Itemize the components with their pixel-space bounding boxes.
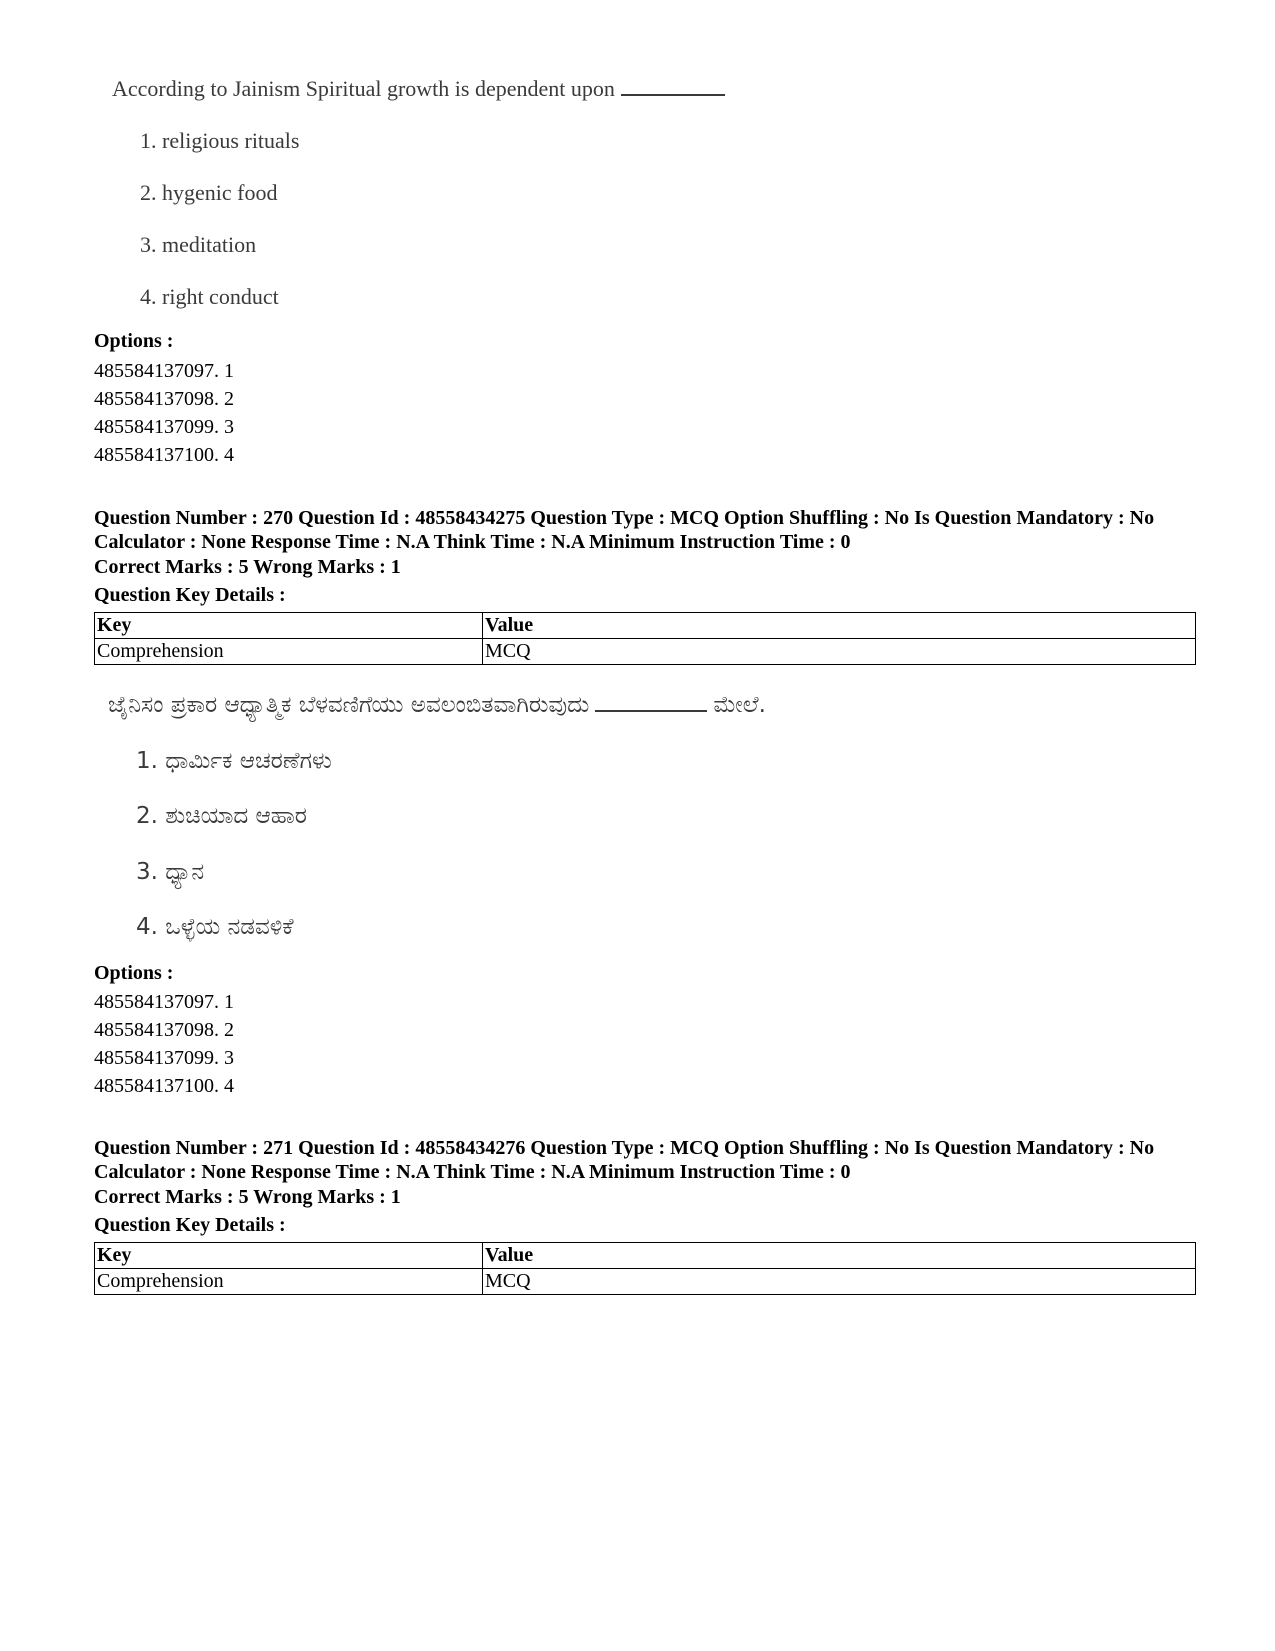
- question-prompt-kannada: [108, 692, 766, 718]
- option-row: 485584137100. 4: [94, 444, 234, 466]
- table-header-row: [95, 613, 1196, 639]
- question-prompt-text: ಜೈನಿಸಂ ಪ್ರಕಾರ ಆಧ್ಯಾತ್ಮಿಕ ಬೆಳವಣಿಗೆಯು ಅವಲಂಬಿತವಾಗಿರುವುದು: [108, 692, 590, 718]
- table-header-key: Key: [95, 613, 483, 639]
- option-row: 485584137099. 3: [94, 1047, 234, 1069]
- choice-1: 1. religious rituals: [140, 128, 300, 153]
- table-header-value: Value: [483, 1243, 1196, 1269]
- choice-3: 3. ಧ್ಯಾನ: [136, 859, 205, 885]
- choice-4: 4. right conduct: [140, 284, 279, 309]
- answer-blank: [621, 76, 725, 96]
- question-prompt-text: According to Jainism Spiritual growth is dependent upon: [112, 76, 615, 101]
- key-details-label: Question Key Details :: [94, 1214, 286, 1236]
- question-prompt-suffix: ಮೇಲೆ.: [713, 692, 766, 718]
- table-cell-key: Comprehension: [95, 1269, 483, 1295]
- key-details-table: [94, 612, 1196, 665]
- choice-1: 1. ಧಾರ್ಮಿಕ ಆಚರಣೆಗಳು: [136, 748, 332, 774]
- marks-line: Correct Marks : 5 Wrong Marks : 1: [94, 556, 401, 578]
- choice-2: 2. ಶುಚಿಯಾದ ಆಹಾರ: [136, 803, 307, 829]
- table-row: [95, 1269, 1196, 1295]
- table-row: [95, 639, 1196, 665]
- choice-3: 3. meditation: [140, 232, 257, 257]
- option-row: 485584137097. 1: [94, 991, 234, 1013]
- option-row: 485584137098. 2: [94, 388, 234, 410]
- choice-4: 4. ಒಳ್ಳೆಯ ನಡವಳಿಕೆ: [136, 914, 294, 940]
- option-row: 485584137100. 4: [94, 1075, 234, 1097]
- marks-line: Correct Marks : 5 Wrong Marks : 1: [94, 1186, 401, 1208]
- key-details-label: Question Key Details :: [94, 584, 286, 606]
- option-row: 485584137097. 1: [94, 360, 234, 382]
- option-row: 485584137098. 2: [94, 1019, 234, 1041]
- choice-2: 2. hygenic food: [140, 180, 278, 205]
- table-cell-key: Comprehension: [95, 639, 483, 665]
- key-details-table: [94, 1242, 1196, 1295]
- table-cell-value: MCQ: [483, 639, 1196, 665]
- question-prompt-english: [112, 76, 725, 102]
- question-meta: Question Number : 271 Question Id : 48558434276 Question Type : MCQ Option Shuffling : No Is Question Mandatory : No Calculator : None Response Time : N.A Think Time : N.A Minimum Instruction Time : 0: [94, 1137, 1155, 1183]
- table-header-row: [95, 1243, 1196, 1269]
- table-cell-value: MCQ: [483, 1269, 1196, 1295]
- table-header-value: Value: [483, 613, 1196, 639]
- table-header-key: Key: [95, 1243, 483, 1269]
- question-meta: Question Number : 270 Question Id : 48558434275 Question Type : MCQ Option Shuffling : No Is Question Mandatory : No Calculator : None Response Time : N.A Think Time : N.A Minimum Instruction Time : 0: [94, 507, 1155, 553]
- answer-blank: [595, 692, 707, 712]
- options-label: Options :: [94, 962, 174, 984]
- options-label: Options :: [94, 330, 174, 352]
- option-row: 485584137099. 3: [94, 416, 234, 438]
